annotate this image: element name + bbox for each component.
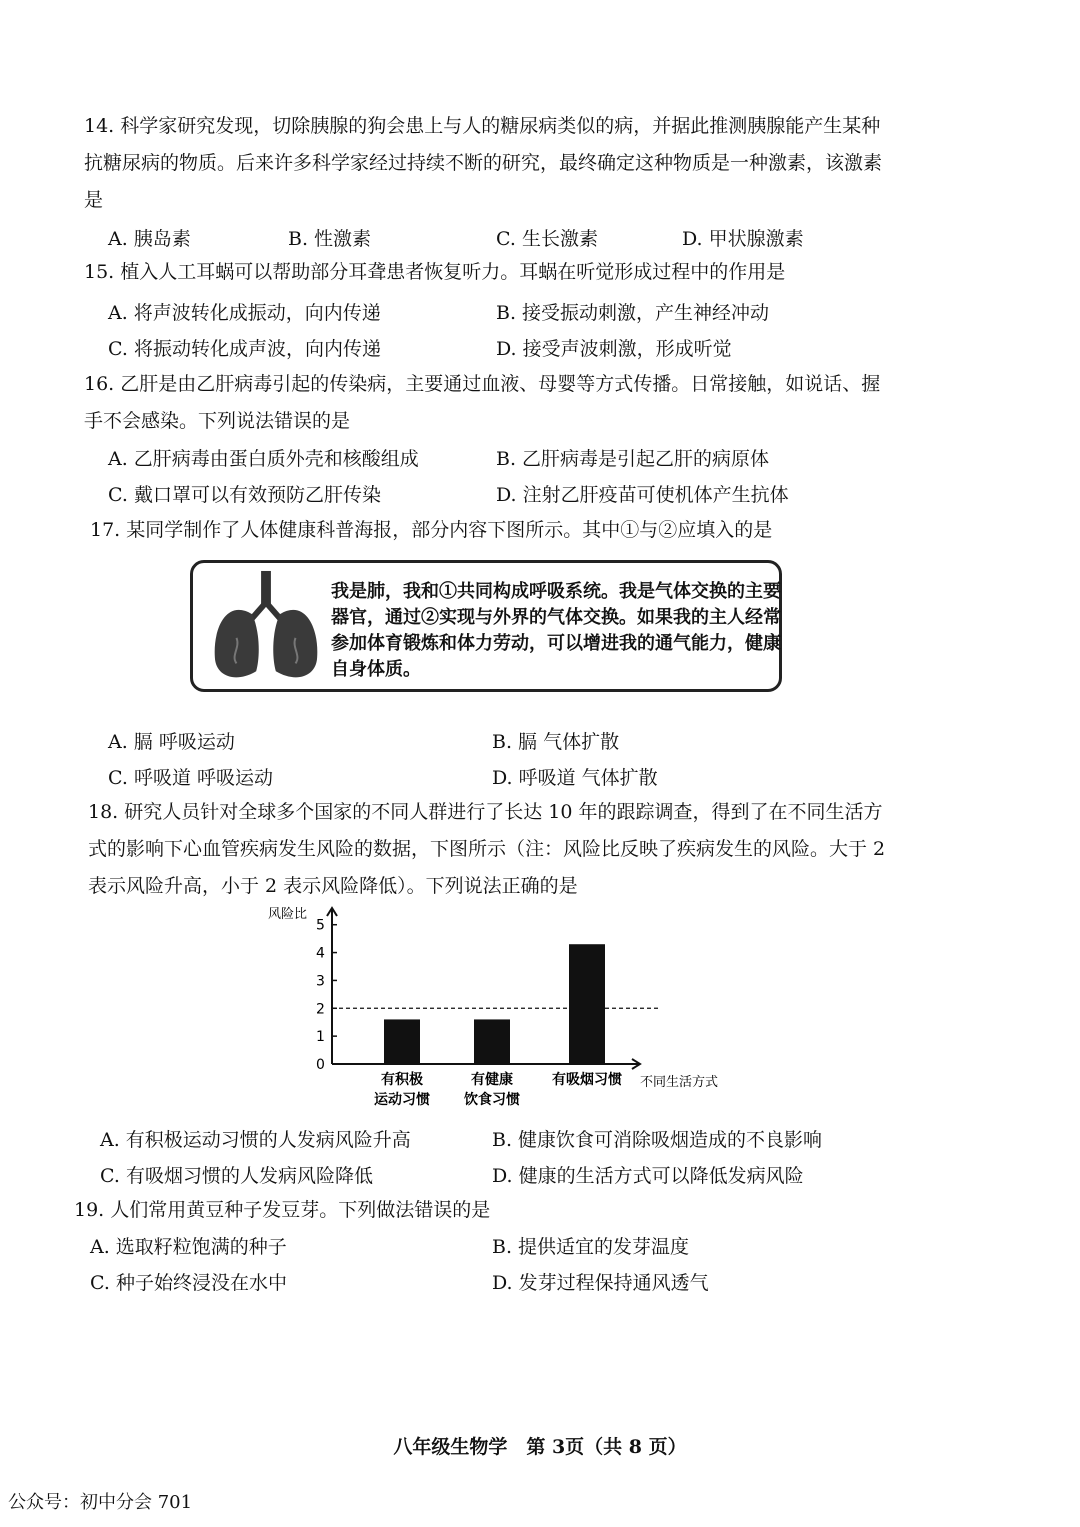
q14-option-b[interactable]: B. 性激素 xyxy=(288,228,372,250)
risk-ratio-bar-chart xyxy=(262,900,742,1116)
chart-y-tick-label: 1 xyxy=(316,1029,325,1046)
q17-option-d[interactable]: D. 呼吸道 气体扩散 xyxy=(492,767,658,789)
q18-option-b[interactable]: B. 健康饮食可消除吸烟造成的不良影响 xyxy=(492,1129,823,1151)
q17-option-a[interactable]: A. 膈 呼吸运动 xyxy=(108,731,235,753)
poster-text: 我是肺，我和①共同构成呼吸系统。我是气体交换的主要器官，通过②实现与外界的气体交换。如果我的主人经常参加体育锻炼和体力劳动，可以增进我的通气能力，健康自身体质。 xyxy=(331,581,781,680)
question-19-stem: 19. 人们常用黄豆种子发豆芽。下列做法错误的是 xyxy=(74,1199,491,1221)
chart-category-label: 有吸烟习惯 xyxy=(552,1072,622,1088)
question-14-stem: 14. 科学家研究发现，切除胰腺的狗会患上与人的糖尿病类似的病，并据此推测胰腺能产生某种抗糖尿病的物质。后来许多科学家经过持续不断的研究，最终确定这种物质是一种激素，该激素是 xyxy=(84,115,883,211)
q15-option-d[interactable]: D. 接受声波刺激，形成听觉 xyxy=(496,338,732,360)
chart-y-tick-label: 3 xyxy=(316,973,325,990)
chart-category-label: 有健康 xyxy=(471,1072,513,1088)
q16-option-c[interactable]: C. 戴口罩可以有效预防乙肝传染 xyxy=(108,484,381,506)
question-17 xyxy=(90,512,896,549)
q18-option-a[interactable]: A. 有积极运动习惯的人发病风险升高 xyxy=(100,1129,411,1151)
chart-marks xyxy=(316,908,660,1108)
q15-option-b[interactable]: B. 接受振动刺激，产生神经冲动 xyxy=(496,302,770,324)
question-15 xyxy=(84,254,896,291)
question-16 xyxy=(84,366,896,440)
watermark-text: 公众号：初中分会 701 xyxy=(8,1492,193,1513)
q14-option-d[interactable]: D. 甲状腺激素 xyxy=(682,228,804,250)
q18-option-c[interactable]: C. 有吸烟习惯的人发病风险降低 xyxy=(100,1165,373,1187)
q19-option-a[interactable]: A. 选取籽粒饱满的种子 xyxy=(90,1236,287,1258)
q16-option-a[interactable]: A. 乙肝病毒由蛋白质外壳和核酸组成 xyxy=(108,448,419,470)
chart-y-axis-label: 风险比 xyxy=(268,907,308,922)
question-18 xyxy=(88,794,896,905)
q15-option-c[interactable]: C. 将振动转化成声波，向内传递 xyxy=(108,338,381,360)
chart-category-label: 饮食习惯 xyxy=(464,1092,520,1108)
chart-bar xyxy=(569,944,605,1064)
chart-y-tick-label: 2 xyxy=(316,1001,325,1018)
chart-category-label: 运动习惯 xyxy=(374,1092,430,1108)
q14-option-c[interactable]: C. 生长激素 xyxy=(496,228,598,250)
q19-option-d[interactable]: D. 发芽过程保持通风透气 xyxy=(492,1272,709,1294)
question-16-stem: 16. 乙肝是由乙肝病毒引起的传染病，主要通过血液、母婴等方式传播。日常接触，如说话、握手不会感染。下列说法错误的是 xyxy=(84,373,881,432)
health-poster xyxy=(190,560,782,692)
chart-y-tick-label: 5 xyxy=(316,917,325,934)
chart-bar xyxy=(474,1019,510,1064)
lung-icon xyxy=(207,569,325,687)
question-19 xyxy=(74,1192,894,1229)
question-14 xyxy=(84,108,896,219)
q17-option-c[interactable]: C. 呼吸道 呼吸运动 xyxy=(108,767,273,789)
chart-y-tick-label: 4 xyxy=(316,945,325,962)
q18-option-d[interactable]: D. 健康的生活方式可以降低发病风险 xyxy=(492,1165,804,1187)
chart-bar xyxy=(384,1019,420,1064)
q14-option-a[interactable]: A. 胰岛素 xyxy=(108,228,191,250)
page-footer: 八年级生物学 第 3页（共 8 页） xyxy=(393,1436,687,1458)
q19-option-c[interactable]: C. 种子始终浸没在水中 xyxy=(90,1272,287,1294)
question-18-stem: 18. 研究人员针对全球多个国家的不同人群进行了长达 10 年的跟踪调查，得到了在不同生活方式的影响下心血管疾病发生风险的数据，下图所示（注：风险比反映了疾病发生的风险。大于 2 表示风险升高，小于 2 表示风险降低）。下列说法正确的是 xyxy=(88,801,886,897)
q16-option-b[interactable]: B. 乙肝病毒是引起乙肝的病原体 xyxy=(496,448,770,470)
q15-option-a[interactable]: A. 将声波转化成振动，向内传递 xyxy=(108,302,381,324)
q19-option-b[interactable]: B. 提供适宜的发芽温度 xyxy=(492,1236,690,1258)
chart-x-axis-label: 不同生活方式 xyxy=(640,1075,719,1090)
chart-y-tick-label: 0 xyxy=(316,1057,325,1073)
question-15-stem: 15. 植入人工耳蜗可以帮助部分耳聋患者恢复听力。耳蜗在听觉形成过程中的作用是 xyxy=(84,261,786,283)
chart-category-label: 有积极 xyxy=(381,1072,423,1088)
q17-option-b[interactable]: B. 膈 气体扩散 xyxy=(492,731,620,753)
question-17-stem: 17. 某同学制作了人体健康科普海报，部分内容下图所示。其中①与②应填入的是 xyxy=(90,519,773,541)
q16-option-d[interactable]: D. 注射乙肝疫苗可使机体产生抗体 xyxy=(496,484,789,506)
